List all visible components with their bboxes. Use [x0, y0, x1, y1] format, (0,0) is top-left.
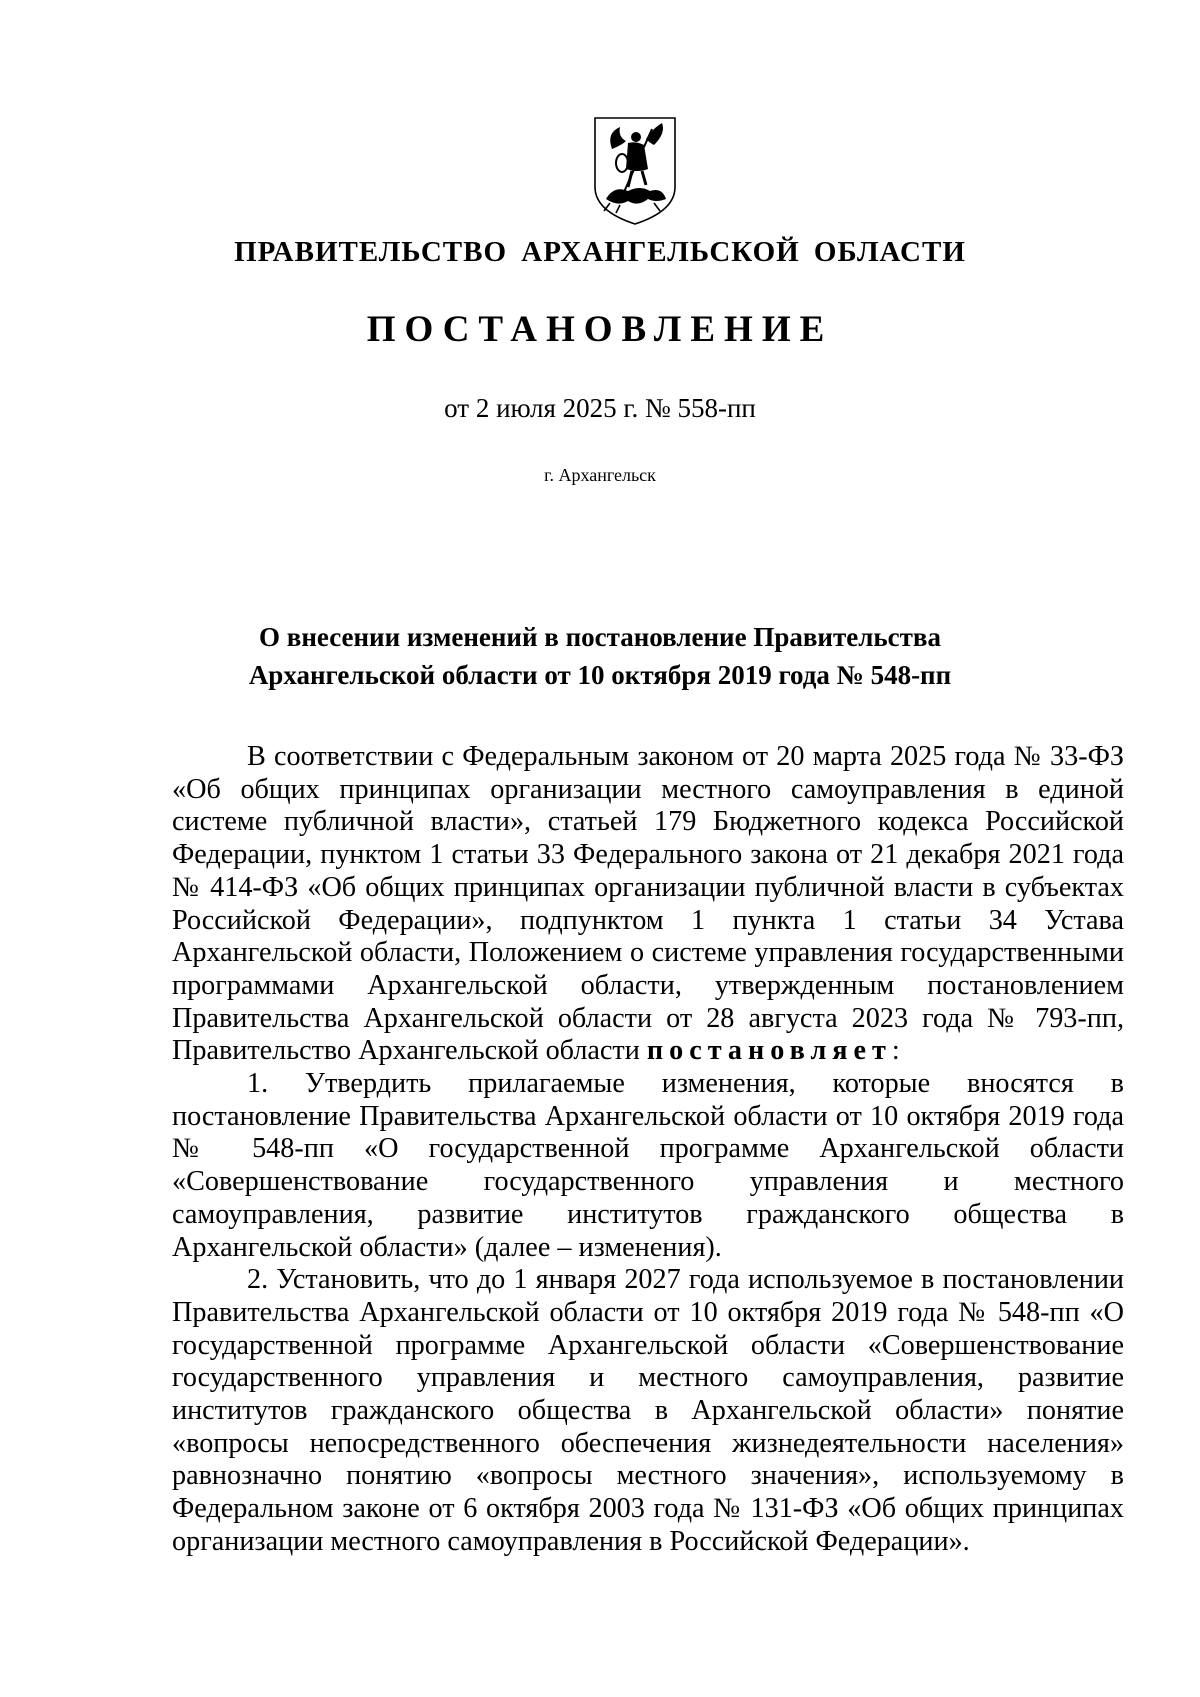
item-2-paragraph: 2. Установить, что до 1 января 2027 года используемое в постановлении Правительства Архангельской области от 10 октября 2019 года № 548-пп «О государственной программе Архангельской области «Совершенствование государственного управления и местного самоуправления, развитие институтов гражданского общества в Архангельской области» понятие «вопросы непосредственного обеспечения жизнедеятельности населения» равнозначно понятию «вопросы местного значения», используемому в Федеральном законе от 6 октября 2003 года № 131-ФЗ «Об общих принципах организации местного самоуправления в Российской Федерации». — [172, 1264, 1124, 1557]
government-name: ПРАВИТЕЛЬСТВО АРХАНГЕЛЬСКОЙ ОБЛАСТИ — [234, 236, 966, 268]
document-date-number: от 2 июля 2025 г. № 558-пп — [444, 393, 756, 423]
decree-colon: : — [891, 1035, 900, 1067]
subject-line-2: Архангельской области от 10 октября 2019 года № 548-пп — [248, 660, 952, 690]
subject-line-1: О внесении изменений в постановление Правительства — [259, 622, 941, 652]
coat-of-arms-icon — [592, 115, 678, 227]
preamble-text: В соответствии с Федеральным законом от 20 марта 2025 года № 33-ФЗ «Об общих принципах организации местного самоуправления в единой системе публичной власти», статьей 179 Бюджетного кодекса Российской Федерации, пунктом 1 статьи 33 Федерального закона от 21 декабря 2021 года № 414-ФЗ «Об общих принципах организации публичной власти в субъектах Российской Федерации», подпунктом 1 пункта 1 статьи 34 Устава Архангельской области, Положением о системе управления государственными программами Архангельской области, утвержденным постановлением Правительства Архангельской области от 28 августа 2023 года № 793-пп, Правительство Архангельской области — [172, 741, 1124, 1067]
preamble-paragraph — [172, 741, 1124, 1068]
decree-word: постановляет — [646, 1035, 892, 1067]
document-subject — [0, 618, 1200, 694]
document-city: г. Архангельск — [544, 465, 656, 485]
item-1-paragraph: 1. Утвердить прилагаемые изменения, которые вносятся в постановление Правительства Архангельской области от 10 октября 2019 года № 548-пп «О государственной программе Архангельской области «Совершенствование государственного управления и местного самоуправления, развитие институтов гражданского общества в Архангельской области» (далее – изменения). — [172, 1068, 1124, 1263]
document-type: ПОСТАНОВЛЕНИЕ — [366, 309, 834, 350]
document-body — [172, 741, 1124, 1559]
